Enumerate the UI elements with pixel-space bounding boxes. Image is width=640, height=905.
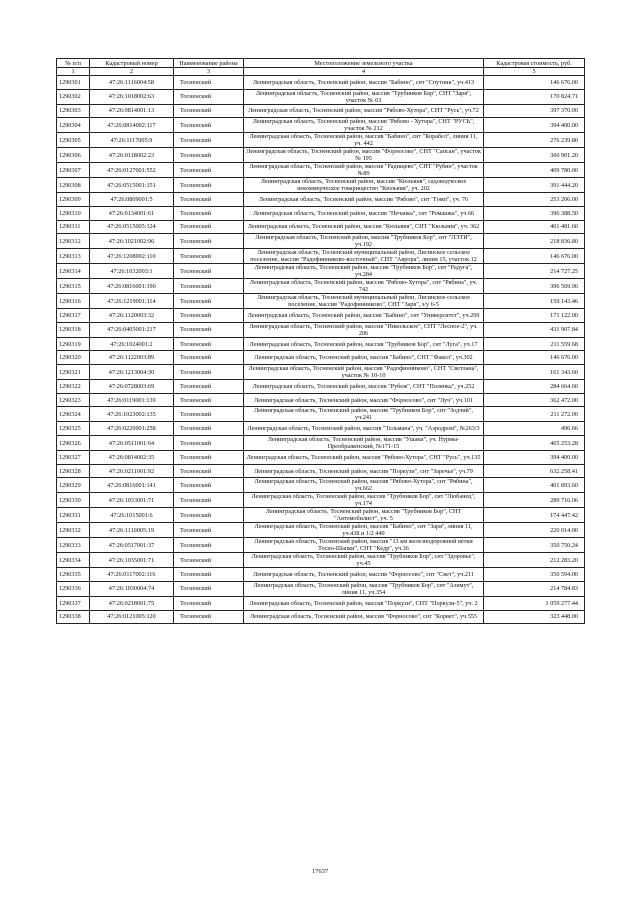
cadastral-value-cell: 253 206.00 xyxy=(484,193,585,207)
location-cell: Ленинградская область, Тосненский район, массив "Рябово-Хутора", снт "Рябина", уч.662 xyxy=(244,478,484,493)
page-number: 17637 xyxy=(311,868,329,875)
location-cell: Ленинградская область, Тосненский район, массив "Бабино", снт "Корабел", линия 11, уч. 442 xyxy=(244,133,484,148)
row-index-cell: 1290316 xyxy=(57,294,90,309)
header-location: Местоположение земельного участка xyxy=(244,59,484,68)
district-cell: Тосненский xyxy=(174,478,244,493)
table-row xyxy=(57,596,585,610)
location-cell: Ленинградская область, Тосненский район, массив "Кюльвия", СНТ "Кюльвия", уч. 362 xyxy=(244,220,484,234)
district-cell: Тосненский xyxy=(174,234,244,249)
cadastral-value-cell: 396 569.96 xyxy=(484,279,585,294)
table-row xyxy=(57,380,585,394)
table-row xyxy=(57,436,585,451)
location-cell: Ленинградская область, Тосненский район, массив "Никольское", СНТ "Лесное-2", уч. 206 xyxy=(244,322,484,337)
table-row xyxy=(57,610,585,624)
row-index-cell: 1290313 xyxy=(57,249,90,264)
cadastral-value-cell: 401 893.60 xyxy=(484,478,585,493)
table-row xyxy=(57,464,585,478)
cadastral-number-cell: 47:26:1032003:1 xyxy=(90,264,174,279)
cadastral-number-cell: 47:26:0117002:116 xyxy=(90,568,174,582)
cadastral-value-cell: 211 559.68 xyxy=(484,337,585,351)
table-row xyxy=(57,294,585,309)
cadastral-value-cell: 161 343.60 xyxy=(484,365,585,380)
cadastral-number-cell: 47:26:1219001:114 xyxy=(90,294,174,309)
district-cell: Тосненский xyxy=(174,464,244,478)
location-cell: Ленинградская область, Тосненский район, массив "Бабино", снт "Спутник", уч.413 xyxy=(244,76,484,90)
cadastral-number-cell: 47:26:0809001:5 xyxy=(90,193,174,207)
cadastral-value-cell: 159 143.46 xyxy=(484,294,585,309)
table-row xyxy=(57,220,585,234)
table-row xyxy=(57,365,585,380)
row-index-cell: 1290335 xyxy=(57,568,90,582)
cadastral-number-cell: 47:26:0517001:37 xyxy=(90,538,174,553)
row-index-cell: 1290315 xyxy=(57,279,90,294)
location-cell: Ленинградская область, Тосненский район, массив "Трубников Бор", снт "Любанец", уч.174 xyxy=(244,493,484,508)
table-row xyxy=(57,407,585,422)
cadastral-value-cell: 218 836.80 xyxy=(484,234,585,249)
cadastral-number-cell: 47:26:0816001:190 xyxy=(90,279,174,294)
cadastral-value-cell: 284 664.60 xyxy=(484,380,585,394)
cadastral-number-cell: 47:26:0134001:61 xyxy=(90,206,174,220)
district-cell: Тосненский xyxy=(174,422,244,436)
location-cell: Ленинградская область, Тосненский район, массив "Тельмана", уч. "Аэродром", №263/3 xyxy=(244,422,484,436)
cadastral-number-cell: 47:26:0515001:151 xyxy=(90,178,174,193)
cadastral-number-cell: 47:26:0814001:13 xyxy=(90,104,174,118)
location-cell: Ленинградская область, Тосненский район, массив "Рябово-Хутора", снт "Рябина", уч. 742 xyxy=(244,279,484,294)
district-cell: Тосненский xyxy=(174,581,244,596)
district-cell: Тосненский xyxy=(174,264,244,279)
table-row xyxy=(57,163,585,178)
row-index-cell: 1290304 xyxy=(57,118,90,133)
cadastral-value-cell: 289 716.06 xyxy=(484,493,585,508)
row-index-cell: 1290329 xyxy=(57,478,90,493)
location-cell: Ленинградская область, Тосненский район, массив "Ушаки", уч. Нурмы-Преображенский, №171-15 xyxy=(244,436,484,451)
location-cell: Ленинградская область, Тосненский район, массив "Рубеж", СНТ "Полянка", уч.252 xyxy=(244,380,484,394)
location-cell: Ленинградская область, Тосненский район, массив "Рябово-Хутора", СНТ "Русь", уч.135 xyxy=(244,451,484,465)
district-cell: Тосненский xyxy=(174,436,244,451)
cadastral-value-cell: 362 472.00 xyxy=(484,393,585,407)
cadastral-number-cell: 47:26:1021002:96 xyxy=(90,234,174,249)
row-index-cell: 1290306 xyxy=(57,148,90,163)
cadastral-value-cell: 1 059 277.44 xyxy=(484,596,585,610)
cadastral-number-cell: 47:26:0814002:117 xyxy=(90,118,174,133)
cadastral-number-cell: 47:26:0405001:217 xyxy=(90,322,174,337)
cadastral-number-cell: 47:26:0220001:258 xyxy=(90,422,174,436)
district-cell: Тосненский xyxy=(174,351,244,365)
row-index-cell: 1290322 xyxy=(57,380,90,394)
table-row xyxy=(57,148,585,163)
district-cell: Тосненский xyxy=(174,193,244,207)
table-row xyxy=(57,581,585,596)
cadastral-value-cell: 396 388.50 xyxy=(484,206,585,220)
cadastral-value-cell: 465 253.28 xyxy=(484,436,585,451)
district-cell: Тосненский xyxy=(174,294,244,309)
document-sheet xyxy=(56,58,584,624)
location-cell: Ленинградская область, Тосненский район, массив "Трубников Бор", СНТ "Заря", участок № 63 xyxy=(244,89,484,104)
cadastral-value-cell: 632 258.41 xyxy=(484,464,585,478)
row-index-cell: 1290309 xyxy=(57,193,90,207)
table-row xyxy=(57,118,585,133)
cadastral-value-cell: 401 481.60 xyxy=(484,220,585,234)
column-number: 3 xyxy=(174,68,244,76)
district-cell: Тосненский xyxy=(174,76,244,90)
cadastral-value-cell: 146 676.00 xyxy=(484,249,585,264)
cadastral-value-cell: 409 780.00 xyxy=(484,163,585,178)
location-cell: Ленинградская область, Тосненский район, массив "Форносово", снт "Корвет", уч.555 xyxy=(244,610,484,624)
district-cell: Тосненский xyxy=(174,407,244,422)
district-cell: Тосненский xyxy=(174,163,244,178)
table-header xyxy=(57,59,585,76)
location-cell: Ленинградская область, Тосненский район, массив "Поркузи", СНТ "Поркузи-5", уч. 2 xyxy=(244,596,484,610)
district-cell: Тосненский xyxy=(174,148,244,163)
district-cell: Тосненский xyxy=(174,365,244,380)
location-cell: Ленинградская область, Тосненский район, массив "Рябово - Хутора", СНТ "РУСЬ", участок № 212 xyxy=(244,118,484,133)
location-cell: Ленинградская область, Тосненский район, массив "Трубников Бор", снт "Радуга", уч.284 xyxy=(244,264,484,279)
column-number: 4 xyxy=(244,68,484,76)
cadastral-value-cell: 397 370.00 xyxy=(484,104,585,118)
row-index-cell: 1290330 xyxy=(57,493,90,508)
location-cell: Ленинградская область, Тосненский район, массив "Трубников Бор", снт "Зодчий", уч.241 xyxy=(244,407,484,422)
row-index-cell: 1290303 xyxy=(57,104,90,118)
location-cell: Ленинградская область, Тосненский район, массив "Кюльвия", садоводческое некоммерческое товарищество "Кюльвия", уч. 202 xyxy=(244,178,484,193)
cadastral-number-cell: 47:26:1110005:19 xyxy=(90,523,174,538)
district-cell: Тосненский xyxy=(174,118,244,133)
cadastral-number-cell: 47:26:1213004:30 xyxy=(90,365,174,380)
cadastral-number-cell: 47:26:1208002:110 xyxy=(90,249,174,264)
row-index-cell: 1290326 xyxy=(57,436,90,451)
district-cell: Тосненский xyxy=(174,220,244,234)
table-row xyxy=(57,508,585,523)
district-cell: Тосненский xyxy=(174,393,244,407)
cadastral-number-cell: 47:26:1030004:74 xyxy=(90,581,174,596)
column-number: 5 xyxy=(484,68,585,76)
row-index-cell: 1290333 xyxy=(57,538,90,553)
district-cell: Тосненский xyxy=(174,309,244,323)
cadastral-number-cell: 47:26:1116004:58 xyxy=(90,76,174,90)
row-index-cell: 1290323 xyxy=(57,393,90,407)
row-index-cell: 1290307 xyxy=(57,163,90,178)
cadastral-value-cell: 394 400.00 xyxy=(484,118,585,133)
cadastral-value-table xyxy=(56,58,585,624)
row-index-cell: 1290319 xyxy=(57,337,90,351)
table-row xyxy=(57,538,585,553)
cadastral-value-cell: 220 014.00 xyxy=(484,523,585,538)
table-row xyxy=(57,234,585,249)
table-row xyxy=(57,337,585,351)
cadastral-value-cell: 496.66 xyxy=(484,422,585,436)
header-index: № п/п xyxy=(57,59,90,68)
table-row xyxy=(57,178,585,193)
cadastral-number-cell: 47:26:1035001:71 xyxy=(90,553,174,568)
table-row xyxy=(57,264,585,279)
cadastral-value-cell: 391 444.20 xyxy=(484,178,585,193)
row-index-cell: 1290325 xyxy=(57,422,90,436)
location-cell: Ленинградская область, Тосненский район, массив "Поркузи", снт "Заречье", уч.79 xyxy=(244,464,484,478)
cadastral-number-cell: 47:26:1015001:6 xyxy=(90,508,174,523)
district-cell: Тосненский xyxy=(174,322,244,337)
table-row xyxy=(57,493,585,508)
row-index-cell: 1290301 xyxy=(57,76,90,90)
location-cell: Ленинградская область, Тосненский муниципальный район, Лисинское сельское поселение, массив "Радофинниково", СНТ "Заря", з/у 6-5 xyxy=(244,294,484,309)
column-number: 1 xyxy=(57,68,90,76)
location-cell: Ленинградская область, Тосненский район, массив "Бабино", снт "Университет", уч.269 xyxy=(244,309,484,323)
cadastral-value-cell: 212 283.20 xyxy=(484,553,585,568)
table-row xyxy=(57,133,585,148)
row-index-cell: 1290324 xyxy=(57,407,90,422)
table-row xyxy=(57,206,585,220)
table-row xyxy=(57,193,585,207)
cadastral-number-cell: 47:26:1122003:89 xyxy=(90,351,174,365)
cadastral-number-cell: 47:26:0218001:75 xyxy=(90,596,174,610)
location-cell: Ленинградская область, Тосненский район, массив "Трубников Бор", снт "ЛЭТИ", уч.192 xyxy=(244,234,484,249)
table-row xyxy=(57,351,585,365)
table-row xyxy=(57,478,585,493)
table-row xyxy=(57,393,585,407)
cadastral-value-cell: 211 272.00 xyxy=(484,407,585,422)
cadastral-number-cell: 47:26:1018002:63 xyxy=(90,89,174,104)
table-row xyxy=(57,568,585,582)
row-index-cell: 1290337 xyxy=(57,596,90,610)
district-cell: Тосненский xyxy=(174,523,244,538)
location-cell: Ленинградская область, Тосненский район, массив "Радищево", СНТ "Рубин", участок №89 xyxy=(244,163,484,178)
district-cell: Тосненский xyxy=(174,553,244,568)
cadastral-number-cell: 47:26:0515005:124 xyxy=(90,220,174,234)
district-cell: Тосненский xyxy=(174,206,244,220)
district-cell: Тосненский xyxy=(174,596,244,610)
row-index-cell: 1290320 xyxy=(57,351,90,365)
row-index-cell: 1290338 xyxy=(57,610,90,624)
row-index-cell: 1290317 xyxy=(57,309,90,323)
location-cell: Ленинградская область, Тосненский район, массив "Бабино", снт "Заря", линия 11, уч.438 и 1/2 440 xyxy=(244,523,484,538)
table-row xyxy=(57,553,585,568)
row-index-cell: 1290308 xyxy=(57,178,90,193)
row-index-cell: 1290310 xyxy=(57,206,90,220)
row-index-cell: 1290336 xyxy=(57,581,90,596)
cadastral-value-cell: 171 122.00 xyxy=(484,309,585,323)
cadastral-number-cell: 47:26:0814002:35 xyxy=(90,451,174,465)
cadastral-number-cell: 47:26:1120003:32 xyxy=(90,309,174,323)
row-index-cell: 1290327 xyxy=(57,451,90,465)
location-cell: Ленинградская область, Тосненский район, массив "Бабино", СНТ "Факел", уч.302 xyxy=(244,351,484,365)
cadastral-number-cell: 47:26:0127001:552 xyxy=(90,163,174,178)
district-cell: Тосненский xyxy=(174,178,244,193)
row-index-cell: 1290334 xyxy=(57,553,90,568)
cadastral-value-cell: 276 239.80 xyxy=(484,133,585,148)
cadastral-number-cell: 47:26:0118002:23 xyxy=(90,148,174,163)
district-cell: Тосненский xyxy=(174,538,244,553)
table-row xyxy=(57,76,585,90)
location-cell: Ленинградская область, Тосненский район, массив "Нечанка", снт "Ромашка", уч.66 xyxy=(244,206,484,220)
table-row xyxy=(57,309,585,323)
location-cell: Ленинградская область, Тосненский район, массив "Трубников Бор", снт "Луга", уч.17 xyxy=(244,337,484,351)
location-cell: Ленинградская область, Тосненский район, массив "Трубников Бор", снт "Здоровье", уч.45 xyxy=(244,553,484,568)
cadastral-value-cell: 360 901.20 xyxy=(484,148,585,163)
table-row xyxy=(57,451,585,465)
row-index-cell: 1290311 xyxy=(57,220,90,234)
location-cell: Ленинградская область, Тосненский район, массив "Рябово", снт "Гомп", уч. 76 xyxy=(244,193,484,207)
location-cell: Ленинградская область, Тосненский район, массив "Форносово", снт "Свет", уч.211 xyxy=(244,568,484,582)
row-index-cell: 1290302 xyxy=(57,89,90,104)
district-cell: Тосненский xyxy=(174,279,244,294)
location-cell: Ленинградская область, Тосненский район, массив "Форносово", СНТ "Сапсан", участок № 195 xyxy=(244,148,484,163)
row-index-cell: 1290328 xyxy=(57,464,90,478)
district-cell: Тосненский xyxy=(174,610,244,624)
cadastral-value-cell: 214 727.25 xyxy=(484,264,585,279)
location-cell: Ленинградская область, Тосненский район, массив "Радофинниково", СНТ "Светлана", участок № 10-10 xyxy=(244,365,484,380)
table-row xyxy=(57,89,585,104)
location-cell: Ленинградская область, Тосненский район, массив "Трубников Бор", снт "Азимут", линия 11, уч.354 xyxy=(244,581,484,596)
column-number: 2 xyxy=(90,68,174,76)
header-cadastral-value: Кадастровая стоимость, руб. xyxy=(484,59,585,68)
district-cell: Тосненский xyxy=(174,451,244,465)
location-cell: Ленинградская область, Тосненский муниципальный район, Лисинское сельское поселение, массив "Радофинниково-восточный", СНТ "Аврора", линия 15, участок 12 xyxy=(244,249,484,264)
table-row xyxy=(57,523,585,538)
table-body xyxy=(57,76,585,624)
table-row xyxy=(57,279,585,294)
cadastral-number-cell: 47:26:1033001:71 xyxy=(90,493,174,508)
district-cell: Тосненский xyxy=(174,249,244,264)
district-cell: Тосненский xyxy=(174,89,244,104)
district-cell: Тосненский xyxy=(174,493,244,508)
cadastral-number-cell: 47:26:0816001:141 xyxy=(90,478,174,493)
row-index-cell: 1290318 xyxy=(57,322,90,337)
cadastral-value-cell: 174 447.42 xyxy=(484,508,585,523)
cadastral-number-cell: 47:26:1024001:2 xyxy=(90,337,174,351)
row-index-cell: 1290331 xyxy=(57,508,90,523)
cadastral-number-cell: 47:26:1117005:9 xyxy=(90,133,174,148)
header-cadastral-number: Кадастровый номер xyxy=(90,59,174,68)
district-cell: Тосненский xyxy=(174,568,244,582)
row-index-cell: 1290312 xyxy=(57,234,90,249)
row-index-cell: 1290305 xyxy=(57,133,90,148)
row-index-cell: 1290332 xyxy=(57,523,90,538)
location-cell: Ленинградская область, Тосненский район, массив "Форносово", снт "Луч", уч.101 xyxy=(244,393,484,407)
location-cell: Ленинградская область, Тосненский район, массив "13 км железнодорожной ветки Тосно-Шапки", СНТ "Кедр", уч.36 xyxy=(244,538,484,553)
cadastral-value-cell: 170 824.71 xyxy=(484,89,585,104)
table-row xyxy=(57,422,585,436)
cadastral-value-cell: 350 594.00 xyxy=(484,568,585,582)
row-index-cell: 1290314 xyxy=(57,264,90,279)
cadastral-number-cell: 47:26:1023002:135 xyxy=(90,407,174,422)
district-cell: Тосненский xyxy=(174,508,244,523)
cadastral-value-cell: 431 907.84 xyxy=(484,322,585,337)
header-district: Наименование района xyxy=(174,59,244,68)
cadastral-value-cell: 146 676.00 xyxy=(484,351,585,365)
table-row xyxy=(57,249,585,264)
location-cell: Ленинградская область, Тосненский район, массив "Трубников Бор", СНТ "Автомобилист", уч. 5 xyxy=(244,508,484,523)
cadastral-value-cell: 350 750.24 xyxy=(484,538,585,553)
cadastral-number-cell: 47:26:0728003:69 xyxy=(90,380,174,394)
district-cell: Тосненский xyxy=(174,380,244,394)
cadastral-number-cell: 47:26:0511001:64 xyxy=(90,436,174,451)
cadastral-value-cell: 214 784.83 xyxy=(484,581,585,596)
table-row xyxy=(57,104,585,118)
table-row xyxy=(57,322,585,337)
cadastral-number-cell: 47:26:0119001:139 xyxy=(90,393,174,407)
cadastral-value-cell: 146 676.00 xyxy=(484,76,585,90)
cadastral-value-cell: 394 400.00 xyxy=(484,451,585,465)
row-index-cell: 1290321 xyxy=(57,365,90,380)
district-cell: Тосненский xyxy=(174,337,244,351)
cadastral-value-cell: 323 448.00 xyxy=(484,610,585,624)
district-cell: Тосненский xyxy=(174,133,244,148)
cadastral-number-cell: 47:26:0121005:120 xyxy=(90,610,174,624)
cadastral-number-cell: 47:26:0211001:92 xyxy=(90,464,174,478)
district-cell: Тосненский xyxy=(174,104,244,118)
location-cell: Ленинградская область, Тосненский район, массив "Рябово-Хутора", СНТ "Русь", уч.72 xyxy=(244,104,484,118)
